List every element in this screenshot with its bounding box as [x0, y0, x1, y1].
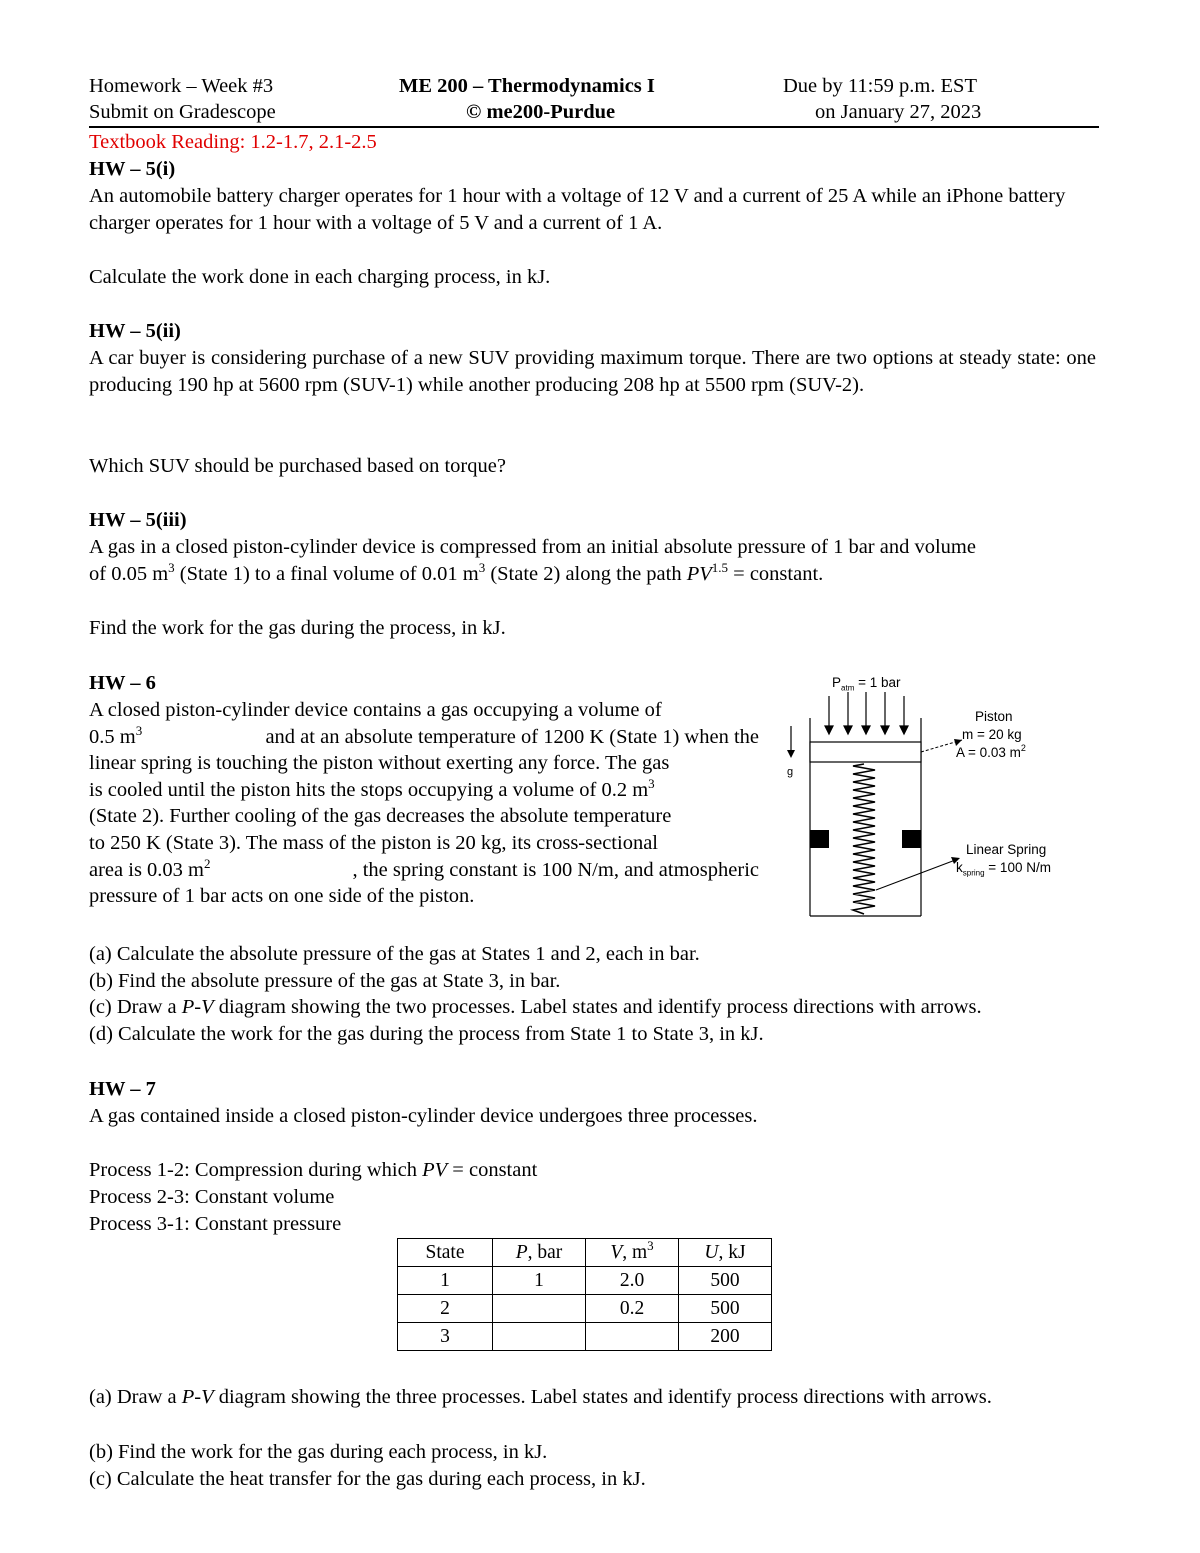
table-row	[398, 1295, 772, 1323]
hw7-process-3-1: Process 3-1: Constant pressure	[89, 1213, 342, 1235]
table-cell: 1	[493, 1267, 586, 1295]
table-row	[398, 1323, 772, 1351]
figure-piston-mass: m = 20 kg	[962, 727, 1022, 742]
hw5iii-title: HW – 5(iii)	[89, 509, 187, 531]
table-header-volume: V, $m^3$	[586, 1239, 679, 1267]
table-header-row	[398, 1239, 772, 1267]
hw6-problem: A closed piston-cylinder device contains a gas occupying a volume of 0.5 $m^3$ and at an absolute temperature of 1200 K (State 1) when the linear spring is touching the piston without exerting any force. The gas is cooled until the piston hits the stops occupying a volume of 0.2 $m^3$ (State 2). Further cooling of the gas decreases the absolute temperature to 250 K (State 3). The mass of the piston is 20 kg, its cross-sectional area is 0.03 $m^2$ , the spring constant is 100 N/m, and atmospheric pressure of 1 bar acts on one side of the piston.	[89, 699, 759, 908]
hw6-title: HW – 6	[89, 672, 156, 694]
header-copyright: © me200-Purdue	[466, 101, 616, 123]
figure-piston-label: Piston	[975, 709, 1013, 724]
table-header-energy: U, kJ	[679, 1239, 772, 1267]
table-header-state: State	[398, 1239, 493, 1267]
hw7-problem: A gas contained inside a closed piston-cylinder device undergoes three processes.	[89, 1105, 758, 1127]
hw7-process-2-3: Process 2-3: Constant volume	[89, 1186, 335, 1208]
table-cell: 1	[398, 1267, 493, 1295]
linear-spring	[853, 764, 875, 914]
figure-spring-label: Linear Spring	[966, 842, 1047, 857]
header-submit: Submit on Gradescope	[89, 101, 276, 123]
hw7-title: HW – 7	[89, 1078, 156, 1100]
hw5ii-problem: A car buyer is considering purchase of a new SUV providing maximum torque. There are two options at steady state: one producing 190 hp at 5600 rpm (SUV-1) while another producing 208 hp at 5500 rpm (SUV-2).	[89, 347, 1096, 396]
state-table	[397, 1238, 772, 1351]
hw7-question-a: (a) Draw a P-V diagram showing the three processes. Label states and identify process directions with arrows.	[89, 1386, 992, 1408]
figure-spring-constant: $k_{spring} = 100$ N/m	[956, 860, 1051, 878]
textbook-reading: Textbook Reading: 1.2-1.7, 2.1-2.5	[89, 131, 377, 153]
header-course-title: ME 200 – Thermodynamics I	[399, 75, 655, 97]
hw5i-question: Calculate the work done in each charging process, in kJ.	[89, 266, 551, 288]
table-header-pressure: P, bar	[493, 1239, 586, 1267]
table-row	[398, 1267, 772, 1295]
table-cell: 0.2	[586, 1295, 679, 1323]
hw5i-problem: An automobile battery charger operates for 1 hour with a voltage of 12 V and a current of 25 A while an iPhone battery charger operates for 1 hour with a voltage of 5 V and a current of 1 A.	[89, 185, 1066, 234]
hw6-question-b: (b) Find the absolute pressure of the gas at State 3, in bar.	[89, 970, 561, 992]
hw7-question-b: (b) Find the work for the gas during each process, in kJ.	[89, 1441, 548, 1463]
gravity-arrow-head	[787, 750, 795, 758]
hw6-question-c: (c) Draw a P-V diagram showing the two processes. Label states and identify process directions with arrows.	[89, 996, 982, 1018]
stop-left	[810, 830, 829, 848]
header-due-date: on January 27, 2023	[815, 101, 982, 123]
table-cell: 2	[398, 1295, 493, 1323]
table-cell	[493, 1323, 586, 1351]
figure-g-label: g	[787, 766, 794, 778]
hw5i-title: HW – 5(i)	[89, 158, 176, 180]
hw6-question-a: (a) Calculate the absolute pressure of the gas at States 1 and 2, each in bar.	[89, 943, 700, 965]
table-cell	[493, 1295, 586, 1323]
piston-cylinder-figure	[780, 668, 1080, 928]
header-due: Due by 11:59 p.m. EST	[783, 75, 977, 97]
table-cell	[586, 1323, 679, 1351]
figure-patm-label: $P_{atm} = 1$ bar	[832, 675, 901, 693]
piston	[810, 742, 921, 762]
hw5iii-question: Find the work for the gas during the process, in kJ.	[89, 617, 506, 639]
header-rule	[89, 126, 1099, 128]
header-course-week: Homework – Week #3	[89, 75, 274, 97]
spring-leader	[876, 859, 958, 890]
figure-piston-area: A = 0.03 $m^2$	[956, 743, 1026, 760]
hw5ii-question: Which SUV should be purchased based on torque?	[89, 455, 506, 477]
table-cell: 3	[398, 1323, 493, 1351]
hw5iii-line1: A gas in a closed piston-cylinder device is compressed from an initial absolute pressure of 1 bar and volume	[89, 536, 976, 558]
hw7-question-c: (c) Calculate the heat transfer for the gas during each process, in kJ.	[89, 1468, 646, 1490]
stop-right	[902, 830, 921, 848]
table-cell: 2.0	[586, 1267, 679, 1295]
hw5iii-line2: of 0.05 $m^3$ (State 1) to a final volume of 0.01 $m^3$ (State 2) along the path $PV^{1.5}$ = constant.	[89, 560, 824, 585]
hw7-process-1-2: Process 1-2: Compression during which PV = constant	[89, 1159, 538, 1181]
hw5ii-title: HW – 5(ii)	[89, 320, 181, 342]
table-cell: 500	[679, 1295, 772, 1323]
table-cell: 200	[679, 1323, 772, 1351]
table-cell: 500	[679, 1267, 772, 1295]
hw6-question-d: (d) Calculate the work for the gas during the process from State 1 to State 3, in kJ.	[89, 1023, 764, 1045]
atm-pressure-arrows	[825, 692, 908, 734]
